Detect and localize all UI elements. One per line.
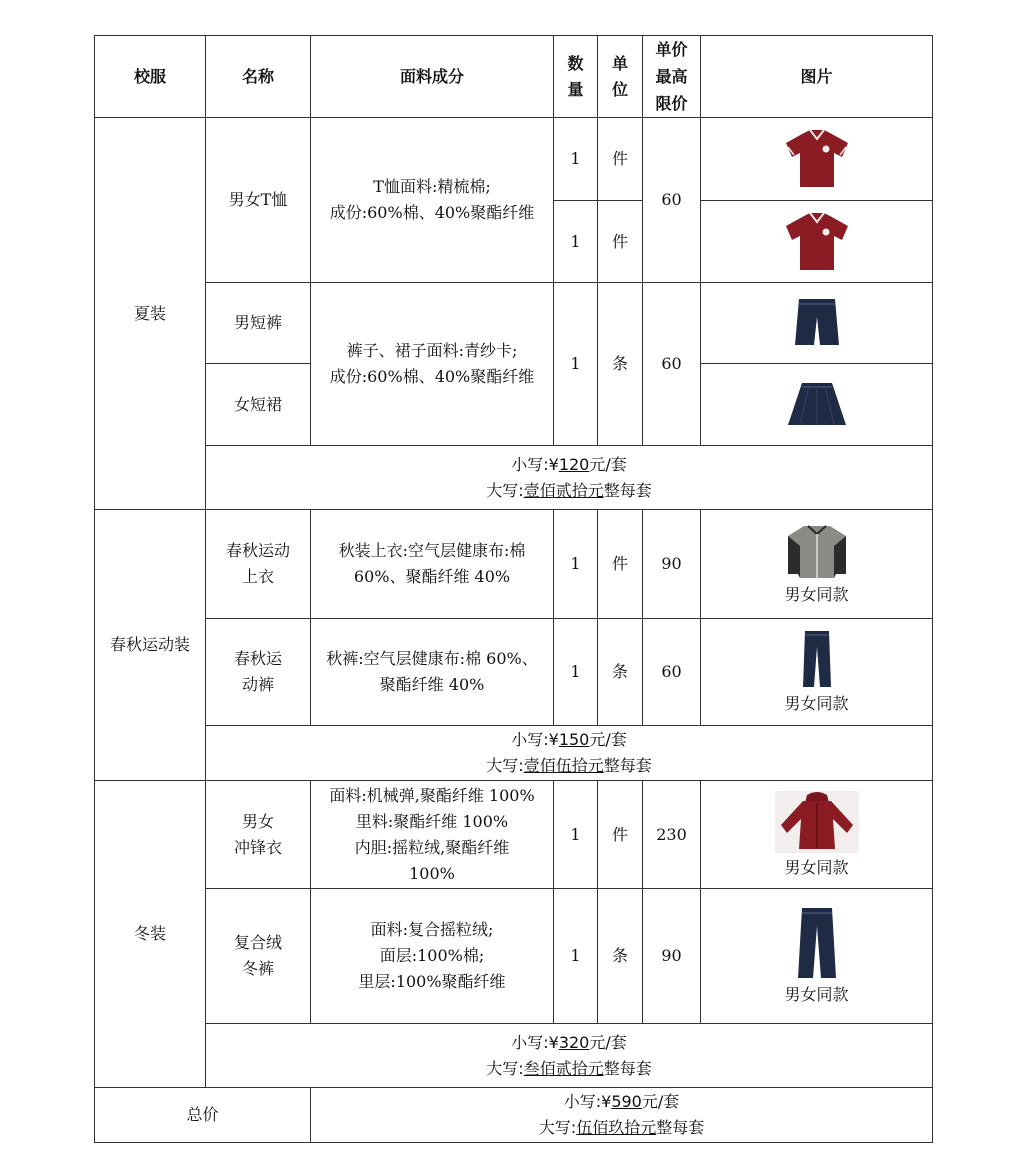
winter-subtotal-row [95, 1024, 933, 1088]
summer-subtotal-row [95, 446, 933, 510]
header-uniform: 校服 [95, 36, 206, 118]
fabric-text: 成份:60%棉、40%聚酯纤维 [329, 203, 535, 222]
header-fabric: 面料成分 [311, 36, 554, 118]
track-jacket-icon [784, 522, 850, 580]
item-name-tshirt: 男女T恤 [206, 118, 311, 283]
upper-suffix: 整每套 [603, 1058, 652, 1078]
upper-amount: 壹佰伍拾元 [523, 756, 604, 775]
upper-amount: 壹佰贰拾元 [523, 480, 604, 500]
unisex-caption: 男女同款 [784, 585, 849, 604]
name-line: 春秋运动 [225, 541, 290, 560]
item-name-pants [206, 619, 311, 726]
fabric-text: 裤子、裙子面料:青纱卡; [346, 341, 518, 360]
price-cell: 60 [643, 283, 701, 446]
header-name: 名称 [206, 36, 311, 118]
name-line: 冲锋衣 [233, 837, 282, 857]
upper-prefix: 大写: [486, 1058, 524, 1078]
upper-prefix: 大写: [486, 756, 524, 775]
unit-cell: 件 [598, 201, 643, 283]
unit-cell: 件 [598, 781, 643, 889]
fabric-text: 面料:复合摇粒绒; [370, 920, 494, 939]
subtotal-cell [206, 446, 933, 510]
fabric-text: 成份:60%棉、40%聚酯纤维 [329, 367, 535, 386]
subtotal-prefix: 小写:¥ [563, 1092, 612, 1111]
polo-shirt-icon [782, 127, 852, 191]
header-price-text: 单价最高限价 [655, 40, 688, 113]
fabric-winter-pants [311, 889, 554, 1024]
qty-cell: 1 [554, 510, 598, 619]
upper-suffix: 整每套 [656, 1118, 705, 1137]
uniform-price-table [94, 35, 933, 1143]
total-lower [311, 1089, 932, 1115]
fabric-coat [311, 781, 554, 889]
subtotal-lower [206, 452, 932, 478]
table-row [95, 510, 933, 619]
subtotal-prefix: 小写:¥ [511, 1032, 559, 1052]
header-price [643, 36, 701, 118]
subtotal-suffix: 元/套 [589, 1032, 627, 1052]
subtotal-amount: 320 [558, 1032, 590, 1052]
subtotal-cell [206, 1024, 933, 1088]
fabric-jacket [311, 510, 554, 619]
table-row [95, 889, 933, 1024]
total-label: 总价 [95, 1088, 311, 1143]
unisex-caption: 男女同款 [784, 857, 849, 877]
price-cell: 90 [643, 510, 701, 619]
name-line: 动裤 [241, 675, 274, 694]
fabric-text: 60%、聚酯纤维 40% [353, 567, 511, 586]
price-cell: 230 [643, 781, 701, 889]
upper-prefix: 大写: [538, 1118, 577, 1137]
qty-cell: 1 [554, 118, 598, 201]
picture-cell [701, 510, 933, 619]
name-line: 冬裤 [241, 959, 274, 978]
picture-cell [701, 201, 933, 283]
hooded-jacket-icon [775, 791, 859, 853]
subtotal-upper [206, 753, 932, 779]
total-upper [311, 1115, 932, 1141]
header-row [95, 36, 933, 118]
picture-cell [701, 364, 933, 446]
name-line: 上衣 [241, 567, 274, 586]
fabric-text: 秋装上衣:空气层健康布:棉 [338, 541, 526, 560]
category-spring: 春秋运动装 [95, 510, 206, 781]
qty-cell: 1 [554, 619, 598, 726]
upper-suffix: 整每套 [603, 756, 652, 775]
subtotal-suffix: 元/套 [641, 1092, 680, 1111]
polo-shirt-icon [782, 210, 852, 274]
subtotal-suffix: 元/套 [589, 730, 627, 749]
qty-cell: 1 [554, 283, 598, 446]
price-cell: 90 [643, 889, 701, 1024]
unit-cell: 条 [598, 283, 643, 446]
name-line: 男女 [241, 811, 274, 831]
price-cell: 60 [643, 118, 701, 283]
upper-amount: 叁佰贰拾元 [523, 1058, 604, 1078]
subtotal-prefix: 小写:¥ [511, 454, 559, 474]
fabric-text: 100% [409, 863, 455, 883]
fabric-text: 里层:100%聚酯纤维 [358, 972, 506, 991]
item-name-jacket [206, 510, 311, 619]
pleated-skirt-icon [782, 377, 852, 433]
header-unit [598, 36, 643, 118]
header-qty-text: 数量 [567, 53, 584, 99]
fabric-text: 内胆:摇粒绒,聚酯纤维 [354, 837, 510, 857]
subtotal-upper [206, 1056, 932, 1082]
total-row [95, 1088, 933, 1143]
fabric-pants [311, 619, 554, 726]
item-name-shorts: 男短裤 [206, 283, 311, 364]
unisex-caption: 男女同款 [784, 694, 849, 713]
item-name-winter-pants [206, 889, 311, 1024]
subtotal-lower [206, 1030, 932, 1056]
picture-cell [701, 889, 933, 1024]
track-pants-icon [797, 629, 837, 689]
qty-cell: 1 [554, 889, 598, 1024]
fabric-text: T恤面料:精梳棉; [373, 177, 491, 196]
item-name-skirt: 女短裙 [206, 364, 311, 446]
name-line: 春秋运 [233, 649, 282, 668]
header-unit-text: 单位 [611, 53, 628, 99]
winter-pants-icon [792, 906, 842, 980]
subtotal-amount: 150 [558, 730, 590, 749]
name-line: 复合绒 [233, 933, 282, 952]
picture-cell [701, 118, 933, 201]
upper-suffix: 整每套 [603, 480, 652, 500]
fabric-text: 聚酯纤维 40% [379, 675, 485, 694]
table-row [95, 619, 933, 726]
unit-cell: 件 [598, 118, 643, 201]
fabric-bottoms [311, 283, 554, 446]
subtotal-prefix: 小写:¥ [511, 730, 559, 749]
header-picture: 图片 [701, 36, 933, 118]
fabric-text: 秋裤:空气层健康布:棉 60%、 [326, 649, 538, 668]
shorts-icon [787, 295, 847, 351]
fabric-tshirt [311, 118, 554, 283]
total-upper-amount: 伍佰玖拾元 [576, 1118, 657, 1137]
category-winter: 冬装 [95, 781, 206, 1088]
item-name-coat [206, 781, 311, 889]
unit-cell: 条 [598, 889, 643, 1024]
table-row [95, 118, 933, 201]
picture-cell [701, 619, 933, 726]
unit-cell: 条 [598, 619, 643, 726]
unit-cell: 件 [598, 510, 643, 619]
total-amount: 590 [611, 1092, 642, 1111]
fabric-text: 面料:机械弹,聚酯纤维 100% [329, 785, 535, 805]
picture-cell [701, 283, 933, 364]
price-cell: 60 [643, 619, 701, 726]
subtotal-cell [206, 726, 933, 781]
unisex-caption: 男女同款 [784, 985, 849, 1004]
fabric-text: 面层:100%棉; [379, 946, 485, 965]
table-row [95, 781, 933, 889]
subtotal-amount: 120 [558, 454, 590, 474]
subtotal-suffix: 元/套 [589, 454, 627, 474]
spring-subtotal-row [95, 726, 933, 781]
category-summer: 夏装 [95, 118, 206, 510]
qty-cell: 1 [554, 781, 598, 889]
picture-cell [701, 781, 933, 889]
upper-prefix: 大写: [486, 480, 524, 500]
fabric-text: 里料:聚酯纤维 100% [355, 811, 509, 831]
total-cell [311, 1088, 933, 1143]
header-qty [554, 36, 598, 118]
table-row [95, 283, 933, 364]
subtotal-lower [206, 727, 932, 753]
subtotal-upper [206, 478, 932, 504]
qty-cell: 1 [554, 201, 598, 283]
